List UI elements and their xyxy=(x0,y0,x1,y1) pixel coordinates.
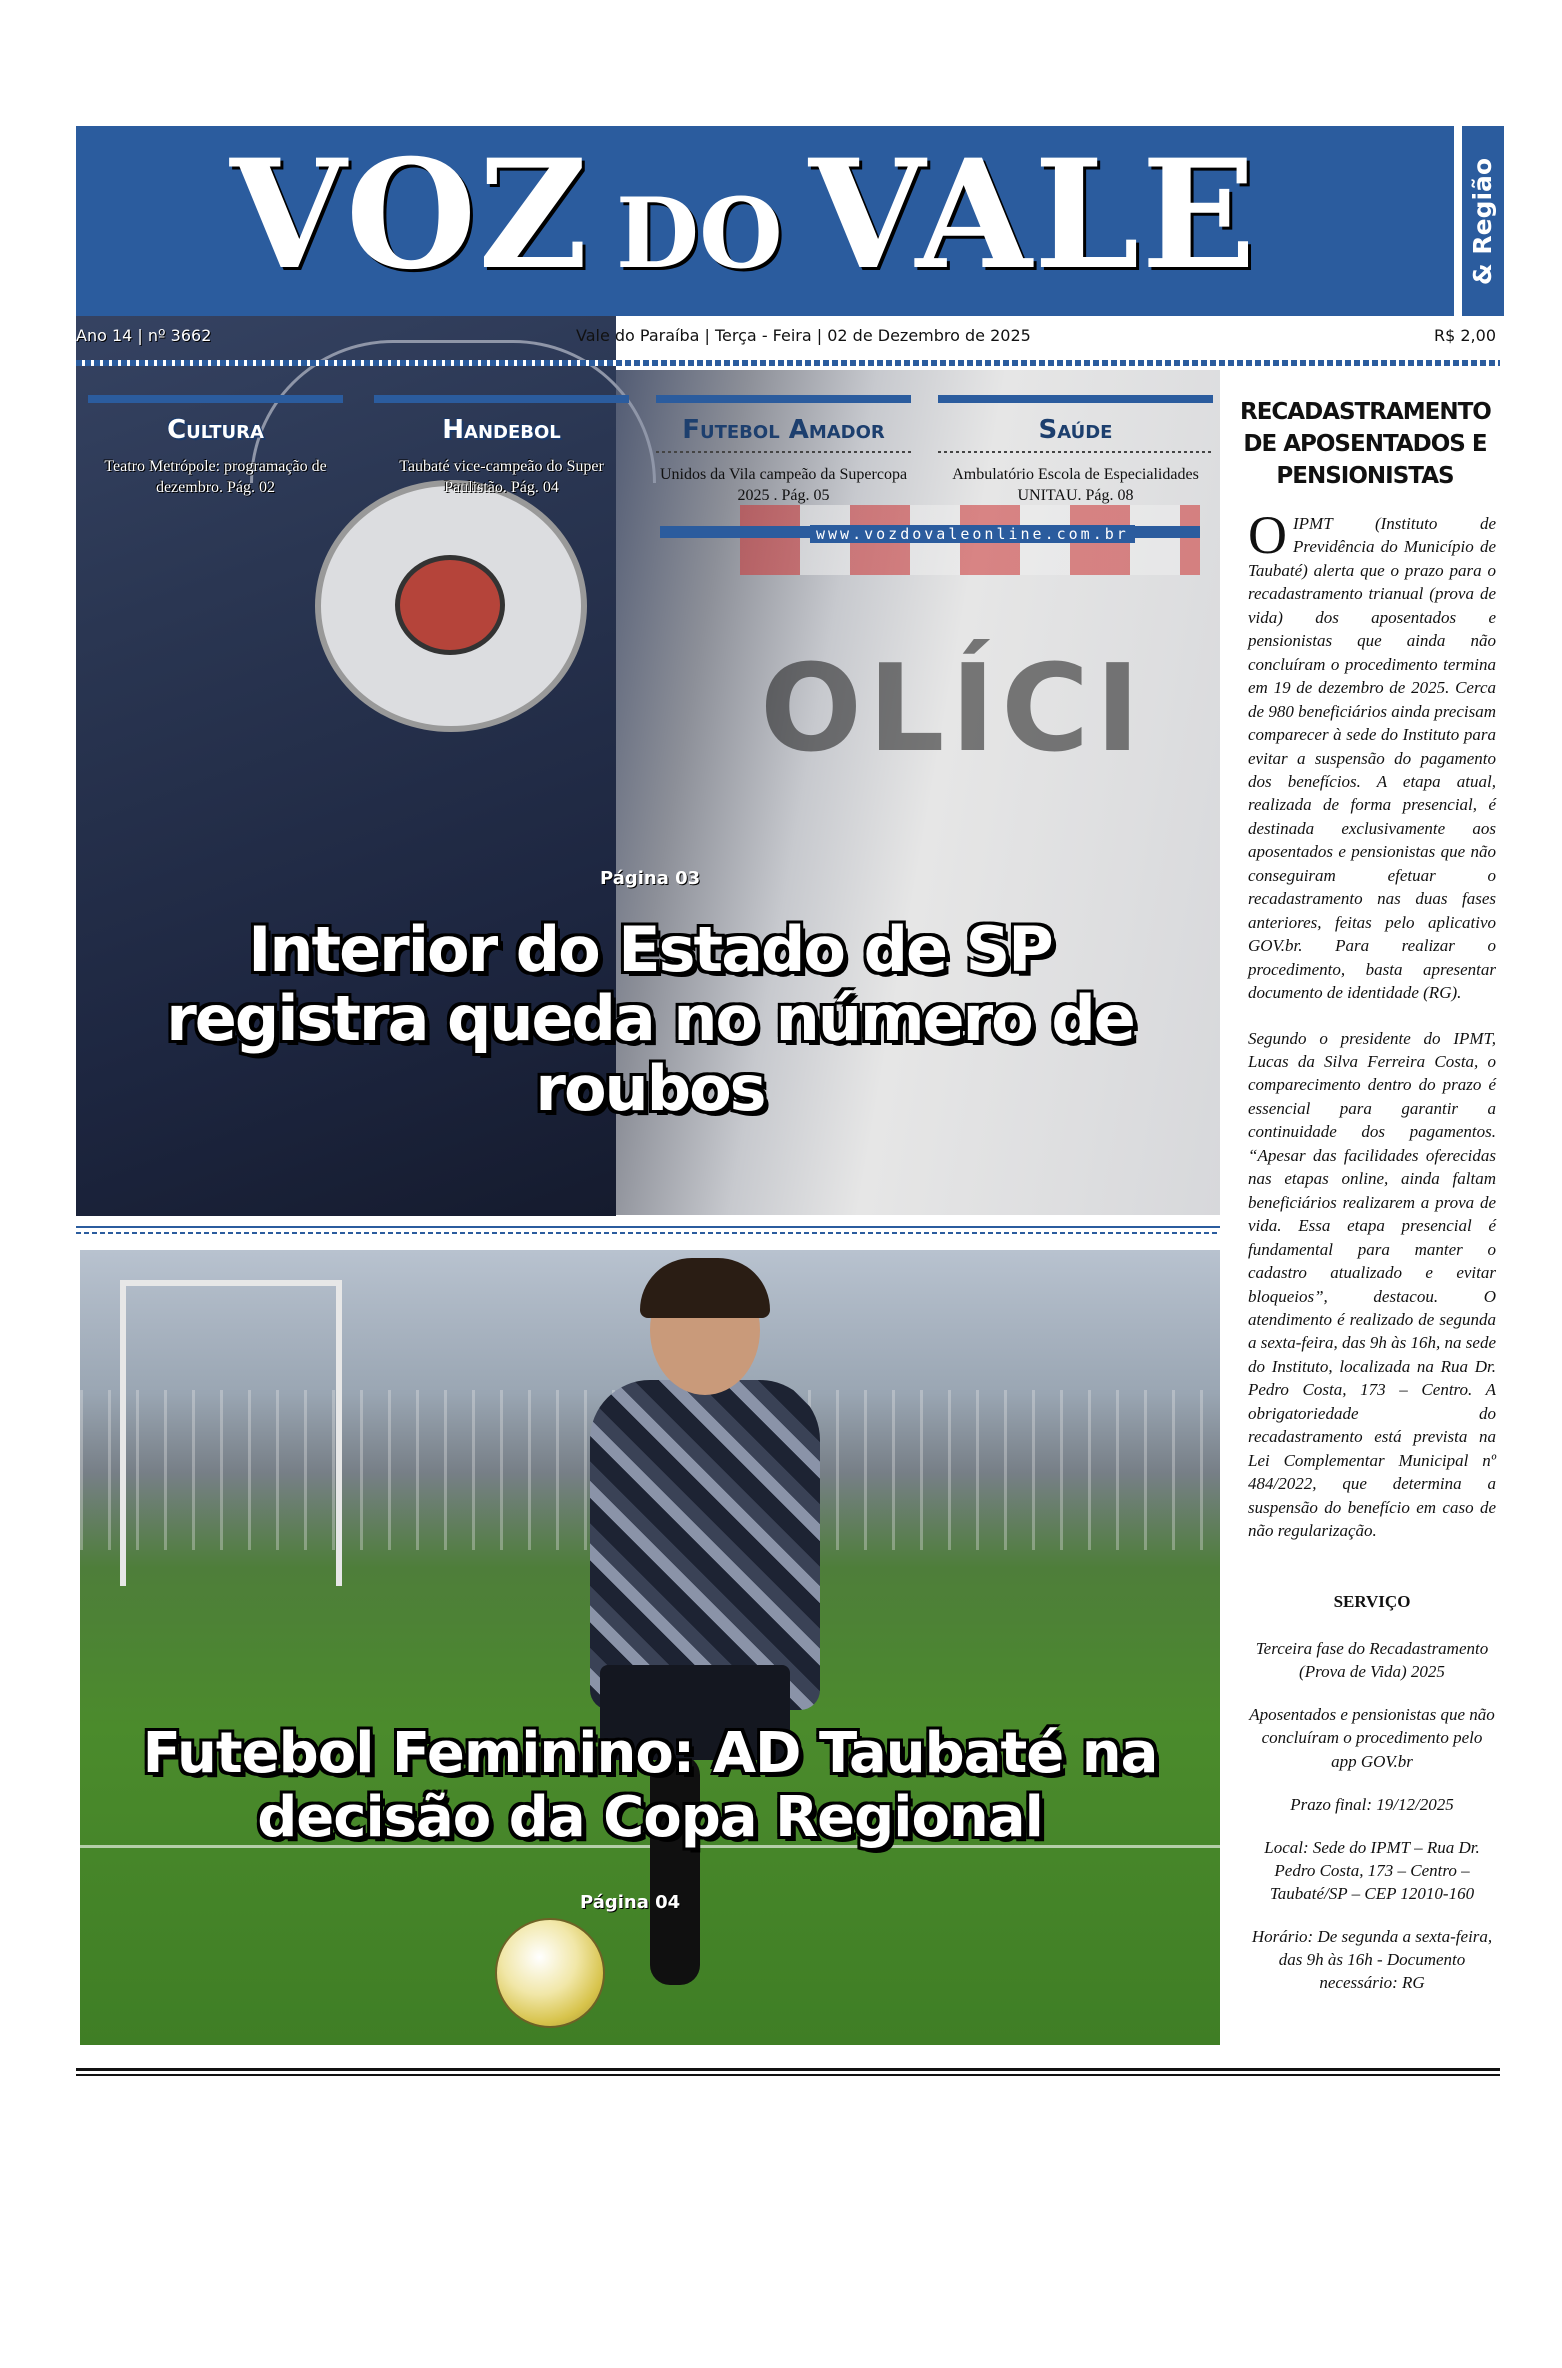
badge-star-emblem xyxy=(395,555,505,655)
section-title: Saúde xyxy=(1038,415,1113,445)
edition-number: Ano 14 | nº 3662 xyxy=(76,326,212,345)
sidebar-paragraph-1-text: IPMT (Instituto de Previdência do Município de Taubaté) alerta que o prazo para o recadastramento trianual (prova de vida) dos aposentados e pensionistas que ainda não concluíram o procedimento termina em 19 de dezembro de 2025. Cerca de 980 beneficiários ainda precisam comparecer à sede do Instituto para evitar a suspensão do pagamento dos benefícios. A etapa atual, realizada de forma presencial, é destinada exclusivamente aos aposentados e pensionistas que não conseguiram efetuar o recadastramento nas duas fases anteriores, feitas pelo aplicativo GOV.br. Para realizar o procedimento, basta apresentar documento de identidade (RG). xyxy=(1248,514,1496,1003)
newspaper-logo[interactable] xyxy=(230,127,1290,303)
section-title: Cultura xyxy=(167,415,264,445)
section-teaser-handebol[interactable] xyxy=(374,395,629,499)
section-bar xyxy=(656,395,911,403)
drop-cap: O xyxy=(1248,505,1287,565)
dateline xyxy=(76,322,1496,348)
sidebar-paragraph-2: Segundo o presidente do IPMT, Lucas da Silva Ferreira Costa, o comparecimento dentro do prazo é essencial para garantir a continuidade dos pagamentos. “Apesar das facilidades oferecidas nas etapas online, ainda faltam beneficiários realizarem a prova de vida. Essa etapa presencial é fundamental para manter o cadastro atualizado e evitar bloqueios”, destacou. O atendimento é realizado de segunda a sexta-feira, das 9h às 16h, na sede do Instituto, localizada na Rua Dr. Pedro Costa, 173 – Centro. A obrigatoriedade do recadastramento está prevista na Lei Complementar Municipal nº 484/2022, que determina a suspensão do benefício em caso de não regularização. xyxy=(1248,1028,1496,1541)
section-text: Taubaté vice-campeão do Super Paulistão. Pág. 04 xyxy=(399,458,604,496)
servico-label: SERVIÇO xyxy=(1333,1592,1411,1611)
section-dots xyxy=(656,451,911,453)
section-text: Teatro Metrópole: programação de dezembro. Pág. 02 xyxy=(104,458,327,496)
section-title: Handebol xyxy=(442,415,561,445)
story1-page-ref[interactable]: Página 03 xyxy=(600,868,701,889)
story-separator xyxy=(76,1226,1220,1228)
logo-do: DO xyxy=(615,177,783,290)
servico-item: Aposentados e pensionistas que não concluíram o procedimento pelo app GOV.br xyxy=(1249,1705,1495,1771)
story1-headline[interactable]: Interior do Estado de SP registra queda no número de roubos xyxy=(166,913,1134,1125)
footer-rule xyxy=(76,2068,1500,2071)
story-separator-dashed xyxy=(76,1232,1220,1234)
regiao-label-wrap xyxy=(1462,126,1504,316)
dateline-rule xyxy=(76,360,1500,366)
section-bar xyxy=(374,395,629,403)
section-teaser-saude[interactable] xyxy=(938,395,1213,507)
logo-voz: VOZ xyxy=(230,127,590,303)
servico-box xyxy=(1248,1590,1496,2014)
servico-item: Terceira fase do Recadastramento (Prova de Vida) 2025 xyxy=(1255,1639,1489,1682)
football-ball xyxy=(495,1918,605,2028)
footer-rule-thin xyxy=(76,2074,1500,2076)
servico-item: Horário: De segunda a sexta-feira, das 9h às 16h - Documento necessário: RG xyxy=(1251,1927,1493,1993)
section-bar xyxy=(938,395,1213,403)
sidebar-headline[interactable]: RECADASTRAMENTO DE APOSENTADOS E PENSIONISTAS xyxy=(1240,399,1491,490)
story2-page-ref[interactable]: Página 04 xyxy=(580,1892,681,1913)
goal-post xyxy=(120,1280,342,1586)
section-bar xyxy=(88,395,343,403)
section-teaser-futebol-amador[interactable] xyxy=(656,395,911,507)
cover-price: R$ 2,00 xyxy=(1433,326,1496,345)
sidebar-article xyxy=(1248,505,1496,1564)
logo-vale: VALE xyxy=(808,127,1258,303)
story2-headline[interactable]: Futebol Feminino: AD Taubaté na decisão da Copa Regional xyxy=(142,1721,1158,1850)
website-link[interactable]: www.vozdovaleonline.com.br xyxy=(810,525,1135,543)
section-dots xyxy=(938,451,1213,453)
player-jersey xyxy=(590,1380,820,1710)
sidebar-paragraph-1 xyxy=(1248,505,1496,1005)
servico-item: Local: Sede do IPMT – Rua Dr. Pedro Costa, 173 – Centro – Taubaté/SP – CEP 12010-160 xyxy=(1264,1837,1480,1903)
police-car-lettering: OLÍCI xyxy=(760,640,1146,779)
servico-item: Prazo final: 19/12/2025 xyxy=(1290,1794,1454,1814)
edition-date: Vale do Paraíba | Terça - Feira | 02 de Dezembro de 2025 xyxy=(576,326,1031,345)
section-teaser-cultura[interactable] xyxy=(88,395,343,499)
section-title: Futebol Amador xyxy=(682,415,885,445)
section-text: Ambulatório Escola de Especialidades UNITAU. Pág. 08 xyxy=(952,466,1199,504)
regiao-label: & Região xyxy=(1468,157,1498,285)
section-text: Unidos da Vila campeão da Supercopa 2025 . Pág. 05 xyxy=(659,466,908,504)
